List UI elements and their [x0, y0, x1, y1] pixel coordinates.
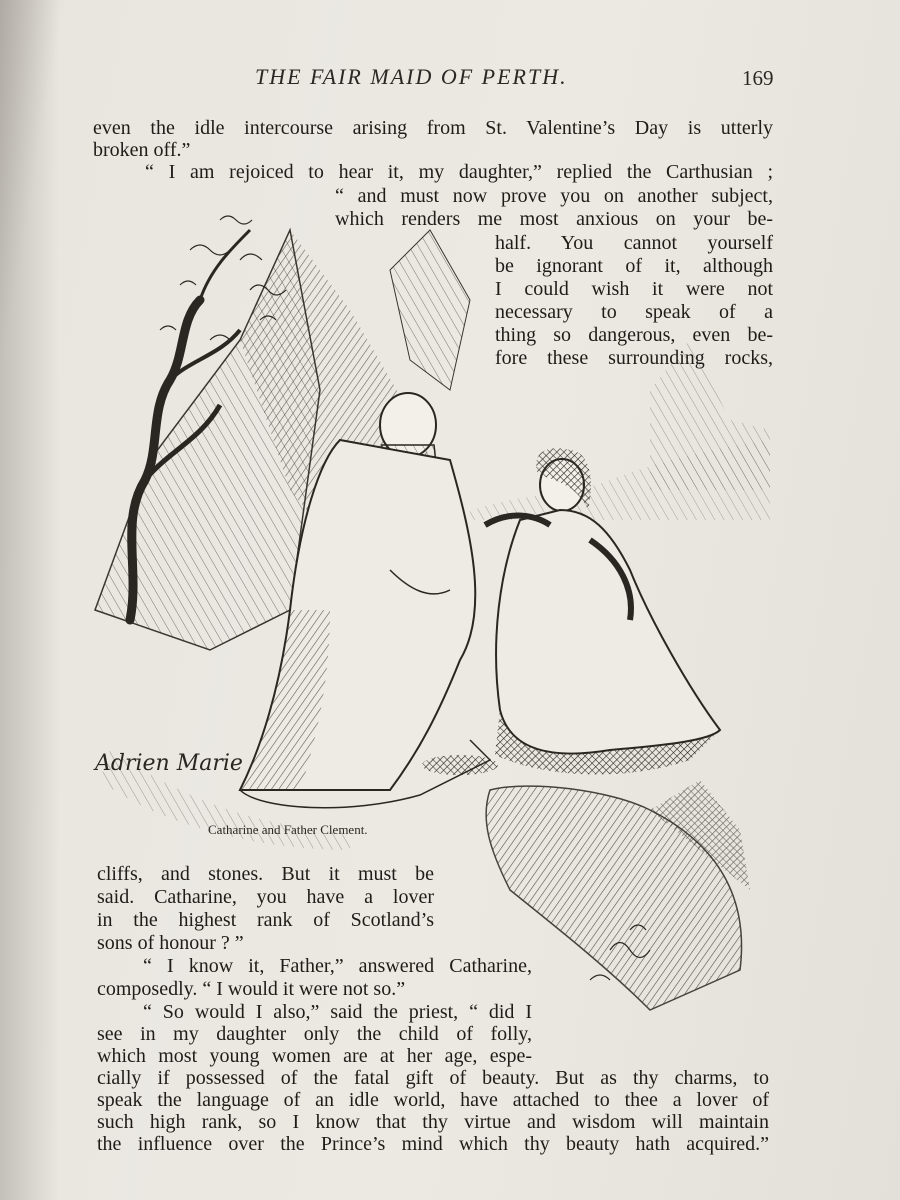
text-line: “ So would I also,” said the priest, “ did I	[143, 1001, 532, 1023]
text-line: which most young women are at her age, espe-	[97, 1045, 532, 1067]
text-line: “ I am rejoiced to hear it, my daughter,” replied the Carthusian ;	[145, 161, 773, 183]
text-line: see in my daughter only the child of folly,	[97, 1023, 532, 1045]
illustration-signature: Adrien Marie	[95, 751, 243, 776]
text-line: said. Catharine, you have a lover	[97, 886, 434, 908]
text-line: cliffs, and stones. But it must be	[97, 863, 434, 885]
illustration-caption: Catharine and Father Clement.	[208, 822, 368, 837]
text-line: “ I know it, Father,” answered Catharine,	[143, 955, 532, 977]
running-title: THE FAIR MAID OF PERTH.	[255, 64, 568, 89]
text-line: be ignorant of it, although	[495, 255, 773, 277]
text-line: which renders me most anxious on your be-	[335, 208, 773, 230]
text-line: I could wish it were not	[495, 278, 773, 300]
running-head	[0, 60, 900, 90]
page-number: 169	[742, 66, 774, 90]
text-line: “ and must now prove you on another subject,	[335, 185, 773, 207]
text-line: necessary to speak of a	[495, 301, 773, 323]
text-line: such high rank, so I know that thy virtue and wisdom will maintain	[97, 1111, 769, 1133]
text-line: composedly. “ I would it were not so.”	[97, 978, 406, 1000]
text-line: cially if possessed of the fatal gift of beauty. But as thy charms, to	[97, 1067, 769, 1089]
text-line: fore these surrounding rocks,	[495, 347, 773, 369]
text-line: thing so dangerous, even be-	[495, 324, 773, 346]
text-line: speak the language of an idle world, have attached to thee a lover of	[97, 1089, 769, 1111]
text-line: half. You cannot yourself	[495, 232, 773, 254]
text-line: the influence over the Prince’s mind which thy beauty hath acquired.”	[97, 1133, 769, 1155]
text-line: broken off.”	[93, 139, 191, 161]
text-line: in the highest rank of Scotland’s	[97, 909, 434, 931]
text-line: sons of honour ? ”	[97, 932, 244, 954]
text-line: even the idle intercourse arising from St. Valentine’s Day is utterly	[93, 117, 773, 139]
page-gutter-shadow	[0, 0, 60, 1200]
